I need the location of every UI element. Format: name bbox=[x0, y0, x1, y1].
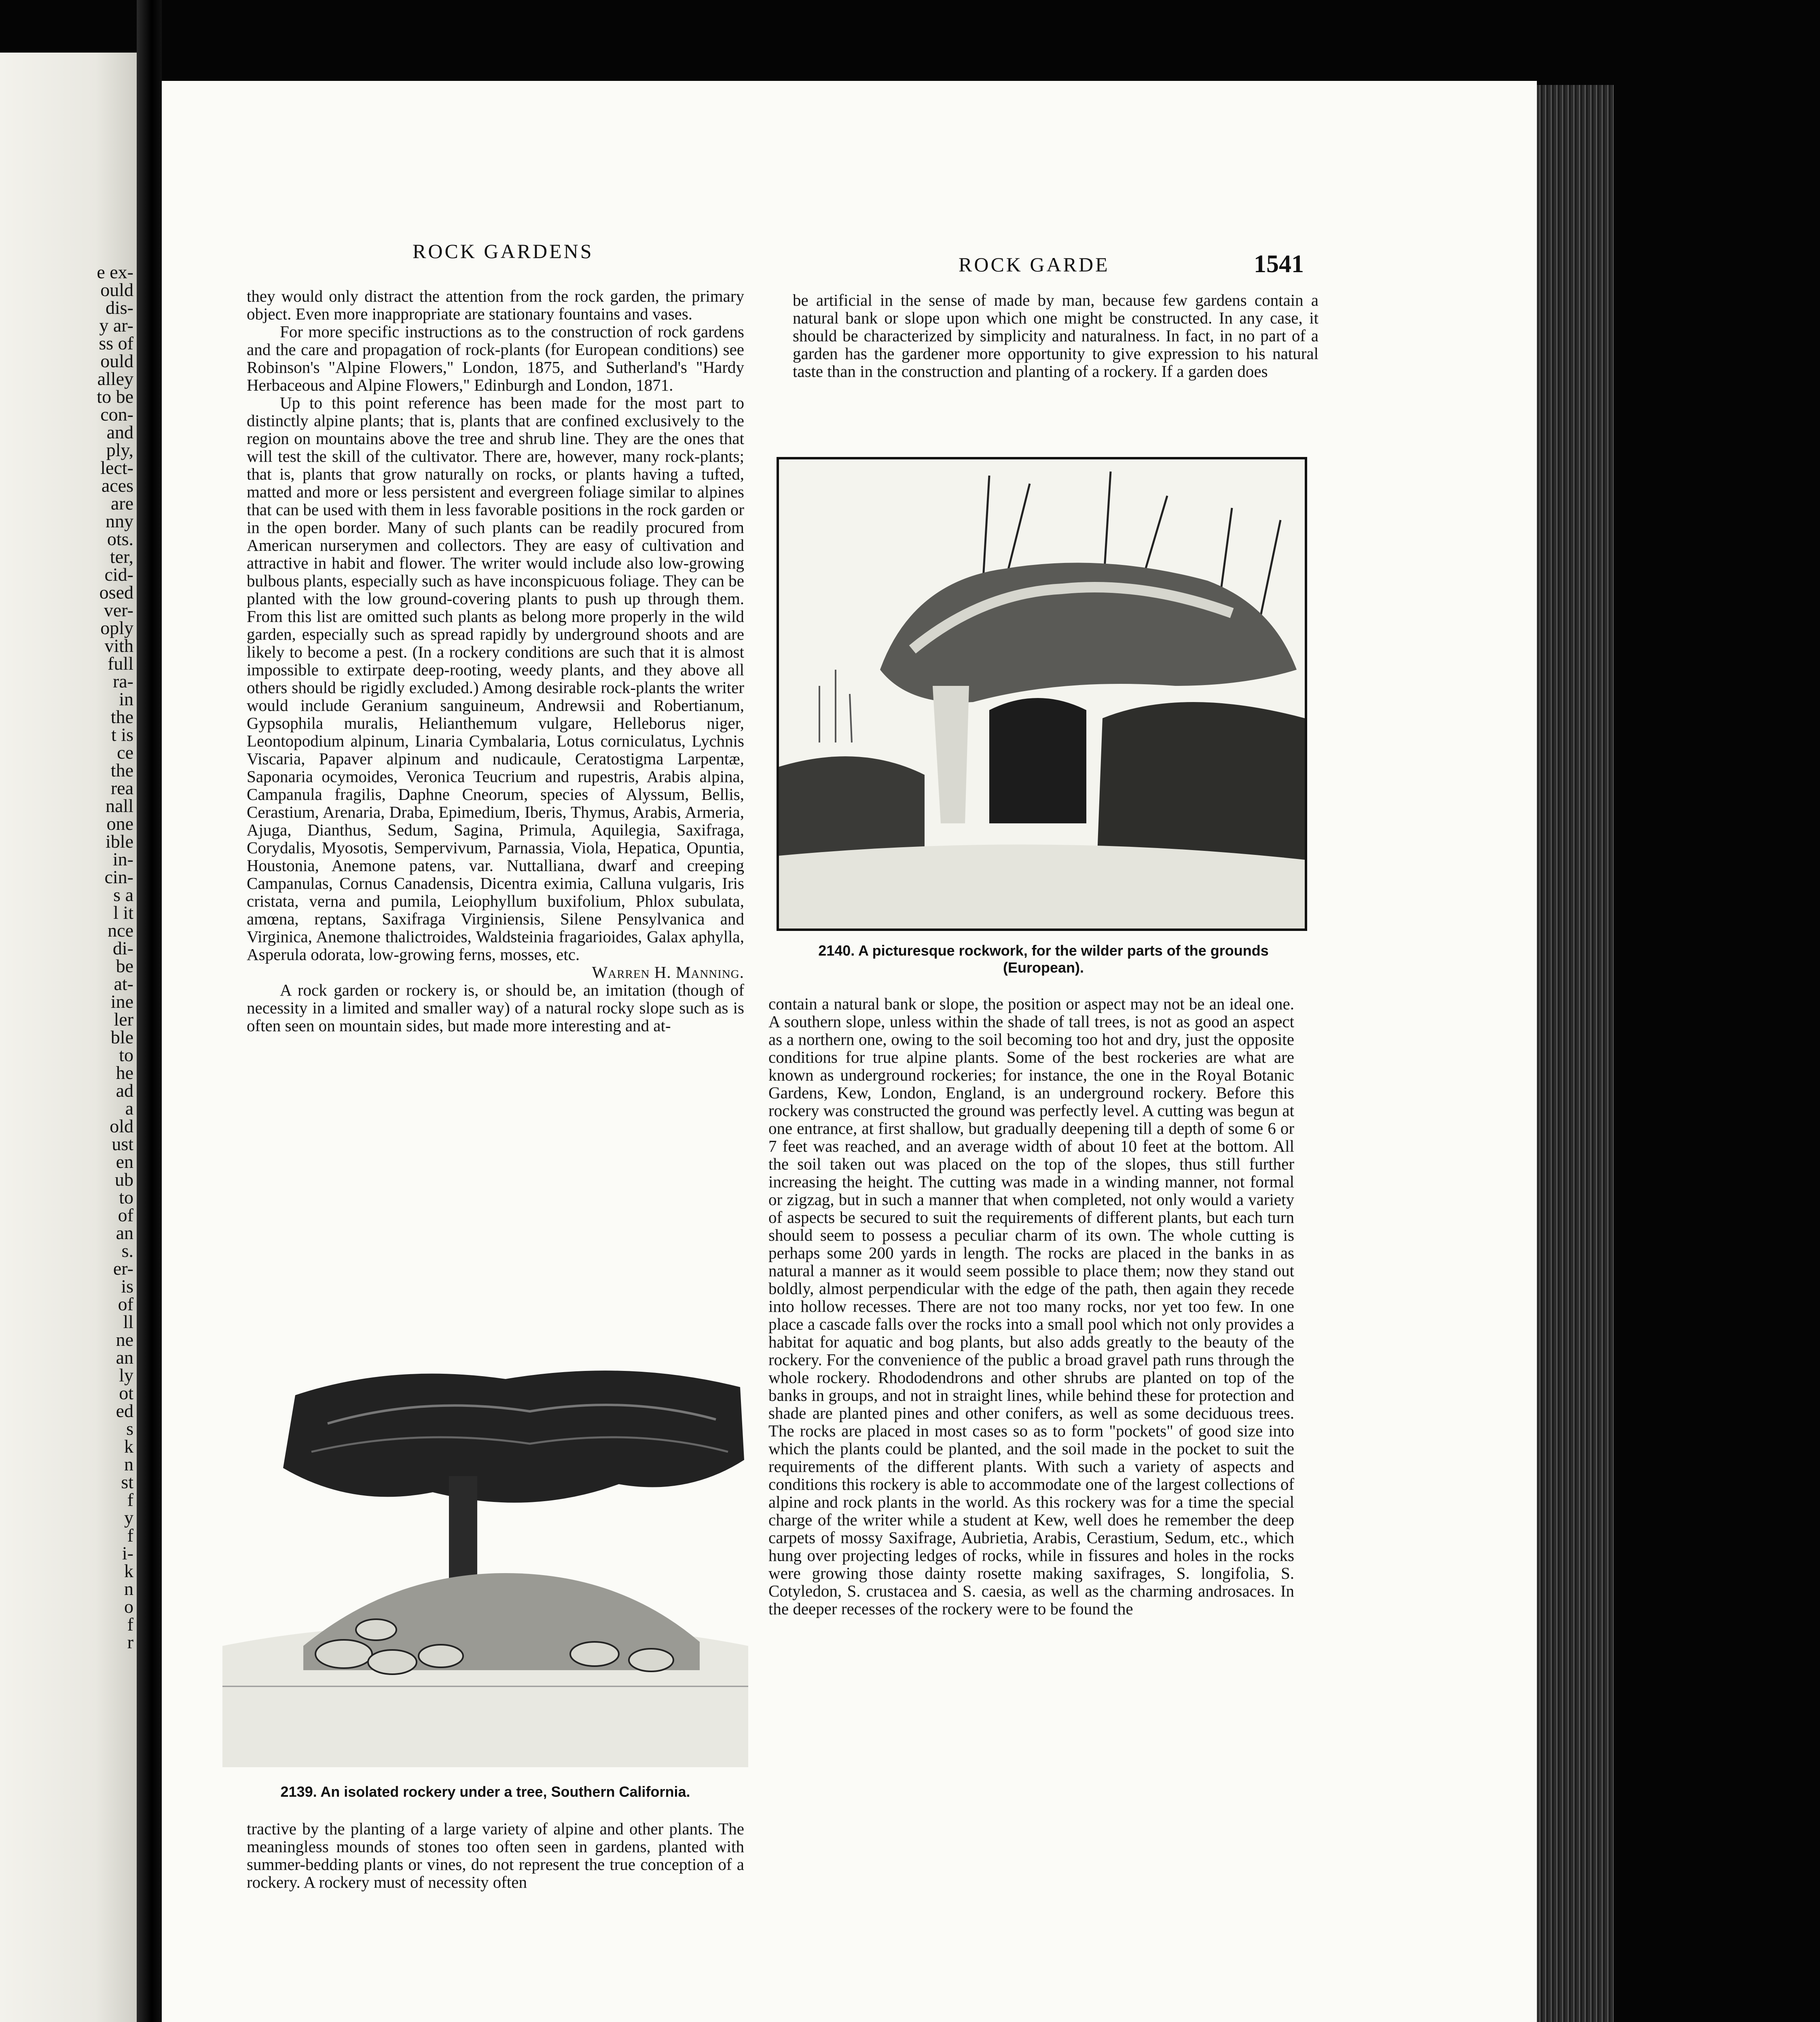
previous-page-line-fragment: of bbox=[118, 1205, 133, 1225]
paragraph: Up to this point reference has been made for the most part to distinctly alpine plants; that is, plants that are confined exclusively to the region on mountains above the tree and shrub line. They are the ones that will test the skill of the cultivator. There are, however, many rock-plants; that is, plants that grow naturally on rocks, or plants having a tufted, matted and more or less persistent and evergreen foliage similar to alpines that can be used with them in less favorable positions in the rock garden or in the open border. Many of such plants can be readily procured from American nurserymen and collectors. They are easy of cultivation and attractive in habit and flower. The writer would include also low-growing bulbous plants, especially such as have inconspicuous foliage. They can be planted with the low ground-covering plants to push up through them. From this list are omitted such plants as belong more properly in the wild garden, especially such as spread rapidly by underground shoots and are likely to become a pest. (In a rockery conditions are such that it is almost impossible to extirpate deep-rooting, weedy plants, and they above all others should be rigidly excluded.) Among desirable rock-plants the writer would include Geranium sanguineum, Andrewsii and Robertianum, Gypsophila muralis, Helianthemum vulgare, Helleborus niger, Leontopodium alpinum, Linaria Cymbalaria, Lotus corniculatus, Lychnis Viscaria, Papaver alpinum and nudicaule, Ceratostigma Larpentæ, Saponaria ocymoides, Veronica Teucrium and rupestris, Arabis alpina, Campanula fragilis, Daphne Cneorum, species of Alyssum, Bellis, Cerastium, Arenaria, Draba, Epimedium, Iberis, Thymus, Arabis, Armeria, Ajuga, Dianthus, Sedum, Sagina, Primula, Aquilegia, Saxifraga, Corydalis, Myosotis, Sempervivum, Parnassia, Viola, Hepatica, Opuntia, Houstonia, Anemone patens, var. Nuttalliana, dwarf and creeping Campanulas, Cornus Canadensis, Dicentra eximia, Calluna vulgaris, Iris cristata, verna and pumila, Leiophyllum buxifolium, Phlox subulata, amœna, reptans, Saxifraga Virginiensis, Silene Pensylvanica and Virginica, Anemone thalictroides, Waldsteinia fragarioides, Galax aphylla, Asperula odorata, low-growing ferns, mosses, etc. bbox=[247, 393, 744, 964]
previous-page-line-fragment: to be bbox=[97, 386, 133, 407]
paragraph: A rock garden or rockery is, or should be, an imitation (though of necessity in a limited and smaller way) of a natural rocky slope such as is often seen on mountain sides, but made more interesting and at- bbox=[247, 981, 744, 1035]
paragraph: contain a natural bank or slope, the position or aspect may not be an ideal one. A southern slope, unless within the shade of tall trees, is not as good an aspect as a northern one, owing to the soil becoming too hot and dry, just the opposite conditions for true alpine plants. Some of the best rockeries are what are known as underground rockeries; for instance, the one in the Royal Botanic Gardens, Kew, London, England, is an underground rockery. Before this rockery was constructed the ground was perfectly level. A cutting was begun at one entrance, at first shallow, but gradually deepening till a depth of some 6 or 7 feet was reached, and an average width of about 10 feet at the bottom. All the soil taken out was placed on the top of the slopes, thus still further increasing the height. The cutting was made in a winding manner, not formal or zigzag, but in such a manner that when completed, not only would a variety of aspects be secured to suit the requirements of different plants, but each turn should seem to possess a peculiar charm of its own. The whole cutting is perhaps some 200 yards in length. The rocks are placed in the banks in as natural a manner as it would seem possible to place them; now they stand out boldly, almost perpendicular with the edge of the path, then again they recede into hollow recesses. There are not too many rocks, nor yet too few. In one place a cascade falls over the rocks into a small pool which not only provides a habitat for aquatic and bog plants, but also adds greatly to the beauty of the rockery. For the convenience of the public a broad gravel path runs through the whole rockery. Rhododendrons and other shrubs are planted on top of the banks in groups, and not in straight lines, while behind these for protection and shade are planted pines and other conifers, as well as some deciduous trees. The rocks are placed in most cases so as to form "pockets" of good size into which the plants could be planted, and the soil made in the pocket to suit the requirements of the different plants. With such a variety of aspects and conditions this rockery is able to accommodate one of the largest collections of alpine and rock plants in the world. As this rockery was for a time the special charge of the writer while a student at Kew, well does he remember the deep carpets of mossy Saxifrage, Aubrietia, Arabis, Cerastium, Sedum, etc., which hung over projecting ledges of rocks, while in fissures and holes in the rocks were growing those dainty rosette making saxifrages, S. longifolia, S. Cotyledon, S. crustacea and S. caesia, as well as the charming androsaces. In the deeper recesses of the rockery were to be found the bbox=[768, 994, 1294, 1618]
previous-page-line-fragment: ll bbox=[123, 1311, 133, 1332]
previous-page-line-fragment: k bbox=[124, 1561, 133, 1581]
previous-page-line-fragment: st bbox=[121, 1472, 133, 1492]
left-column-bottom-text bbox=[247, 1820, 744, 1891]
previous-page-line-fragment: vith bbox=[104, 635, 133, 656]
left-column-text bbox=[247, 287, 744, 1034]
paragraph: tractive by the planting of a large variety of alpine and other plants. The meaningless mounds of stones too often seen in gardens, planted with summer-bedding plants or vines, do not represent the true conception of a rockery. A rockery must of necessity often bbox=[247, 1819, 744, 1891]
figure-2139-caption: 2139. An isolated rockery under a tree, Southern California. bbox=[280, 1783, 690, 1800]
previous-page-line-fragment: ter, bbox=[110, 546, 133, 567]
previous-page-line-fragment: ould bbox=[100, 279, 133, 300]
previous-page-line-fragment: ble bbox=[110, 1027, 133, 1047]
previous-page-line-fragment: old bbox=[110, 1116, 133, 1136]
previous-page-line-fragment: the bbox=[110, 760, 133, 780]
previous-page-line-fragment: y bbox=[124, 1507, 133, 1528]
previous-page-line-fragment: f bbox=[127, 1489, 133, 1510]
previous-page-line-fragment: l it bbox=[113, 902, 133, 923]
left-running-head: ROCK GARDENS bbox=[413, 240, 594, 262]
previous-page-line-fragment: an bbox=[116, 1223, 133, 1243]
previous-page-line-fragment: an bbox=[116, 1347, 133, 1368]
previous-page-line-fragment: at- bbox=[114, 973, 133, 994]
previous-page-line-fragment: to bbox=[119, 1045, 133, 1065]
previous-page-line-fragment: t is bbox=[111, 724, 133, 745]
previous-page-line-fragment: ss of bbox=[99, 333, 133, 353]
previous-page-line-fragment: f bbox=[127, 1525, 133, 1546]
previous-page-line-fragment: be bbox=[116, 956, 133, 976]
previous-page-line-fragment: aces bbox=[101, 475, 133, 496]
book-gutter bbox=[137, 0, 162, 2022]
previous-page-line-fragment: ra- bbox=[112, 671, 133, 692]
previous-page-line-fragment: ould bbox=[100, 351, 133, 371]
previous-page-line-fragment: one bbox=[106, 813, 133, 834]
previous-page-line-fragment: i- bbox=[122, 1543, 133, 1563]
figure-2140-illustration bbox=[777, 457, 1307, 931]
previous-page-line-fragment: di- bbox=[112, 938, 133, 958]
previous-page-line-fragment: ust bbox=[112, 1134, 133, 1154]
paragraph: be artificial in the sense of made by man, because few gardens contain a natural bank or slope upon which one might be constructed. In any case, it should be characterized by simplicity and naturalness. In fact, in no part of a garden has the gardener more opportunity to give expression to his natural taste than in the construction and planting of a rockery. If a garden does bbox=[793, 291, 1318, 381]
previous-page-line-fragment: alley bbox=[97, 368, 133, 389]
previous-page-line-fragment: ne bbox=[116, 1329, 133, 1350]
previous-page-line-fragment: ub bbox=[115, 1169, 133, 1190]
previous-page-line-fragment: ce bbox=[117, 742, 133, 763]
right-column-top-text bbox=[793, 291, 1318, 380]
previous-page-line-fragment: s bbox=[126, 1418, 133, 1439]
previous-page-line-fragment: en bbox=[116, 1151, 133, 1172]
author-signature: Warren H. Manning. bbox=[592, 963, 744, 981]
previous-page-line-fragment: ible bbox=[106, 831, 133, 852]
previous-page-line-fragment: oply bbox=[100, 618, 133, 638]
previous-page-line-fragment: dis- bbox=[106, 297, 133, 318]
previous-page-line-fragment: ots. bbox=[107, 529, 133, 549]
previous-page-line-fragment: rea bbox=[110, 778, 133, 798]
page-number: 1541 bbox=[1254, 250, 1304, 278]
previous-page-line-fragment: in- bbox=[112, 849, 133, 869]
previous-page-line-fragment: a bbox=[125, 1098, 133, 1119]
previous-page-line-fragment: are bbox=[110, 493, 133, 514]
previous-page-line-fragment: is bbox=[121, 1276, 133, 1297]
paragraph: For more specific instructions as to the construction of rock gardens and the care and propagation of rock-plants (for European conditions) see Robinson's "Alpine Flowers," London, 1875, and Sutherland's "Hardy Herbaceous and Alpine Flowers," Edinburgh and London, 1871. bbox=[247, 322, 744, 394]
previous-page-line-fragment: k bbox=[124, 1436, 133, 1457]
right-running-head: ROCK GARDE bbox=[959, 253, 1110, 276]
previous-page-edge bbox=[0, 53, 137, 2022]
previous-page-line-fragment: nce bbox=[108, 920, 133, 941]
previous-page-line-fragment: nny bbox=[106, 511, 133, 531]
figure-2139-illustration bbox=[222, 1363, 748, 1767]
previous-page-line-fragment: and bbox=[106, 422, 133, 442]
previous-page-line-fragment: o bbox=[124, 1596, 133, 1617]
previous-page-line-fragment: ine bbox=[110, 991, 133, 1012]
previous-page-line-fragment: ot bbox=[119, 1383, 133, 1403]
paragraph: they would only distract the attention from the rock garden, the primary object. Even more inappropriate are stationary fountains and vases. bbox=[247, 287, 744, 323]
previous-page-line-fragment: r bbox=[127, 1632, 133, 1652]
previous-page-line-fragment: in bbox=[119, 689, 133, 709]
previous-page-line-fragment: f bbox=[127, 1614, 133, 1635]
previous-page-line-fragment: y ar- bbox=[99, 315, 133, 336]
previous-page-line-fragment: of bbox=[118, 1294, 133, 1314]
previous-page-line-fragment: s a bbox=[113, 884, 133, 905]
previous-page-line-fragment: ed bbox=[116, 1400, 133, 1421]
previous-page-line-fragment: ply, bbox=[106, 440, 133, 460]
previous-page-line-fragment: ly bbox=[119, 1365, 133, 1385]
previous-page-line-fragment: ler bbox=[114, 1009, 133, 1030]
previous-page-line-fragment: nall bbox=[106, 795, 133, 816]
previous-page-line-fragment: e ex- bbox=[97, 262, 133, 282]
previous-page-line-fragment: er- bbox=[113, 1258, 133, 1279]
previous-page-line-fragment: cin- bbox=[104, 867, 133, 887]
previous-page-line-fragment: to bbox=[119, 1187, 133, 1208]
previous-page-line-fragment: ad bbox=[116, 1080, 133, 1101]
previous-page-line-fragment: he bbox=[116, 1062, 133, 1083]
book-page-edges bbox=[1537, 85, 1614, 2022]
previous-page-line-fragment: osed bbox=[99, 582, 133, 603]
book-page bbox=[162, 81, 1537, 2022]
previous-page-line-fragment: n bbox=[124, 1578, 133, 1599]
previous-page-line-fragment: ver- bbox=[104, 600, 133, 620]
previous-page-line-fragment: full bbox=[108, 653, 133, 674]
previous-page-line-fragment: con- bbox=[100, 404, 133, 425]
right-column-main-text bbox=[768, 995, 1294, 1618]
previous-page-line-fragment: the bbox=[110, 706, 133, 727]
previous-page-line-fragment: n bbox=[124, 1454, 133, 1474]
previous-page-line-fragment: cid- bbox=[104, 564, 133, 585]
figure-2140-caption: 2140. A picturesque rockwork, for the wilder parts of the grounds (European). bbox=[818, 942, 1269, 976]
previous-page-line-fragment: lect- bbox=[100, 457, 133, 478]
previous-page-line-fragment: s. bbox=[121, 1240, 133, 1261]
